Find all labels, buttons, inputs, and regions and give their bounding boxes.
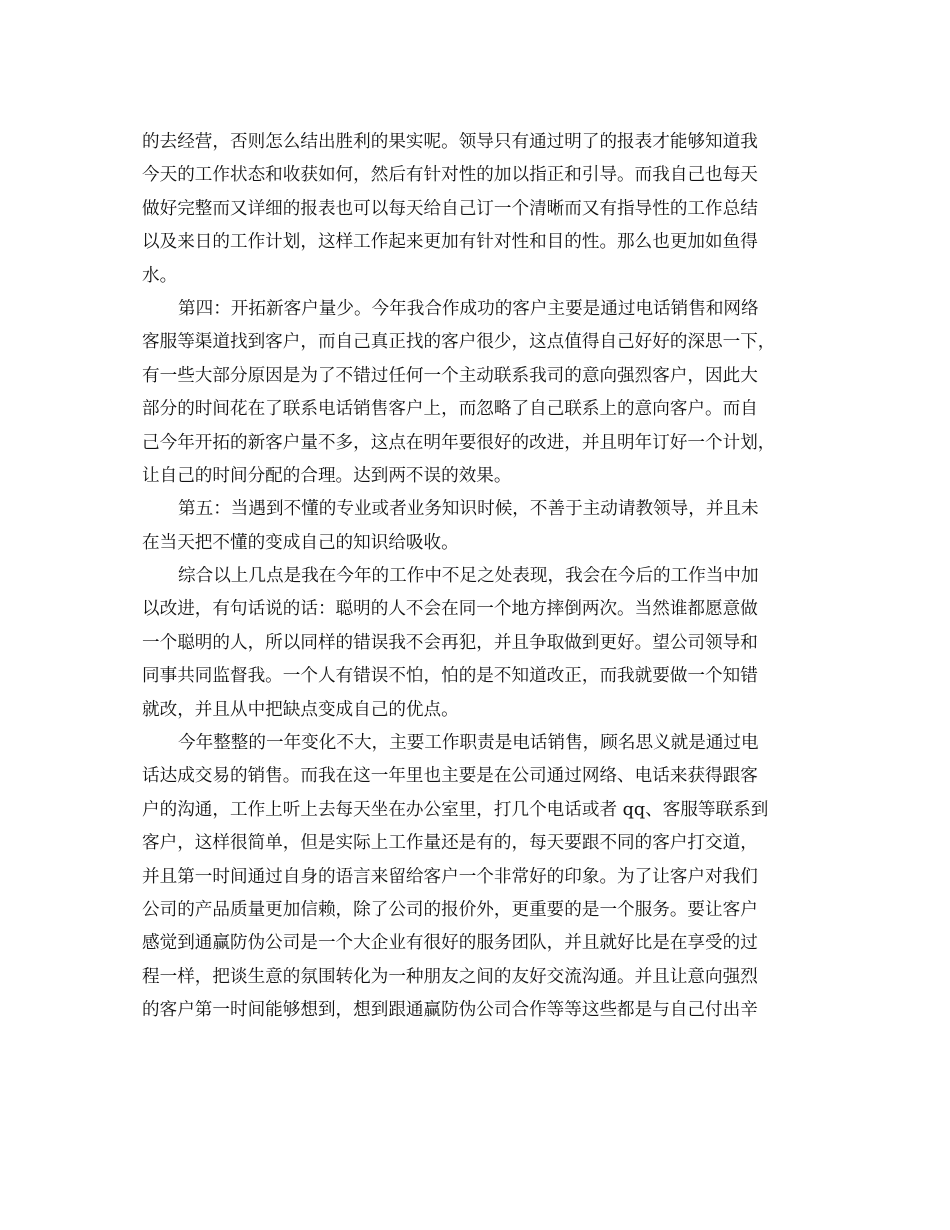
text-line: 的去经营，否则怎么结出胜利的果实呢。领导只有通过明了的报表才能够知道我 [142, 132, 758, 152]
text-line: 并且第一时间通过自身的语言来留给客户一个非常好的印象。为了让客户对我们 [142, 866, 758, 887]
text-line: 的客户第一时间能够想到，想到跟通赢防伪公司合作等等这些都是与自己付出辛 [142, 1000, 758, 1021]
text-line: 在当天把不懂的变成自己的知识给吸收。 [142, 532, 459, 553]
text-line: 第五：当遇到不懂的专业或者业务知识时候，不善于主动请教领导，并且未 [178, 499, 759, 520]
text-line: 让自己的时间分配的合理。达到两不误的效果。 [142, 465, 512, 486]
text-line: 以及来日的工作计划，这样工作起来更加有针对性和目的性。那么也更加如鱼得 [142, 232, 758, 253]
text-line: 一个聪明的人，所以同样的错误我不会再犯，并且争取做到更好。望公司领导和 [142, 632, 758, 653]
text-line: 公司的产品质量更加信赖，除了公司的报价外，更重要的是一个服务。要让客户 [142, 899, 758, 920]
text-line: 户的沟通，工作上听上去每天坐在办公室里，打几个电话或者 qq、客服等联系到 [142, 799, 769, 820]
text-line: 就改，并且从中把缺点变成自己的优点。 [142, 699, 459, 720]
paragraph-report-value [142, 126, 802, 293]
text-line: 客户，这样很简单，但是实际上工作量还是有的，每天要跟不同的客户打交道， [142, 833, 758, 854]
text-line: 综合以上几点是我在今年的工作中不足之处表现，我会在今后的工作当中加 [178, 566, 759, 587]
paragraph-point-five [142, 493, 802, 560]
text-line: 程一样，把谈生意的氛围转化为一种朋友之间的友好交流沟通。并且让意向强烈 [142, 966, 758, 987]
text-line: 以改进，有句话说的话：聪明的人不会在同一个地方摔倒两次。当然谁都愿意做 [142, 599, 758, 620]
paragraph-year-review [142, 727, 802, 1028]
paragraph-summary [142, 560, 802, 727]
text-line: 部分的时间花在了联系电话销售客户上，而忽略了自己联系上的意向客户。而自 [142, 399, 758, 420]
text-line: 感觉到通赢防伪公司是一个大企业有很好的服务团队，并且就好比是在享受的过 [142, 933, 758, 954]
document-body [142, 126, 802, 1028]
text-line: 客服等渠道找到客户，而自己真正找的客户很少，这点值得自己好好的深思一下， [142, 332, 776, 353]
paragraph-point-four [142, 293, 802, 493]
text-line: 第四：开拓新客户量少。今年我合作成功的客户主要是通过电话销售和网络 [178, 298, 759, 319]
text-line: 有一些大部分原因是为了不错过任何一个主动联系我司的意向强烈客户，因此大 [142, 365, 758, 386]
text-line: 水。 [142, 265, 178, 286]
text-line: 今年整整的一年变化不大，主要工作职责是电话销售，顾名思义就是通过电 [178, 733, 759, 754]
text-line: 话达成交易的销售。而我在这一年里也主要是在公司通过网络、电话来获得跟客 [142, 766, 758, 787]
text-line: 同事共同监督我。一个人有错误不怕，怕的是不知道改正，而我就要做一个知错 [142, 666, 758, 687]
text-line: 己今年开拓的新客户量不多，这点在明年要很好的改进，并且明年订好一个计划， [142, 432, 776, 453]
text-line: 今天的工作状态和收获如何，然后有针对性的加以指正和引导。而我自己也每天 [142, 165, 758, 186]
text-line: 做好完整而又详细的报表也可以每天给自己订一个清晰而又有指导性的工作总结 [142, 198, 758, 219]
